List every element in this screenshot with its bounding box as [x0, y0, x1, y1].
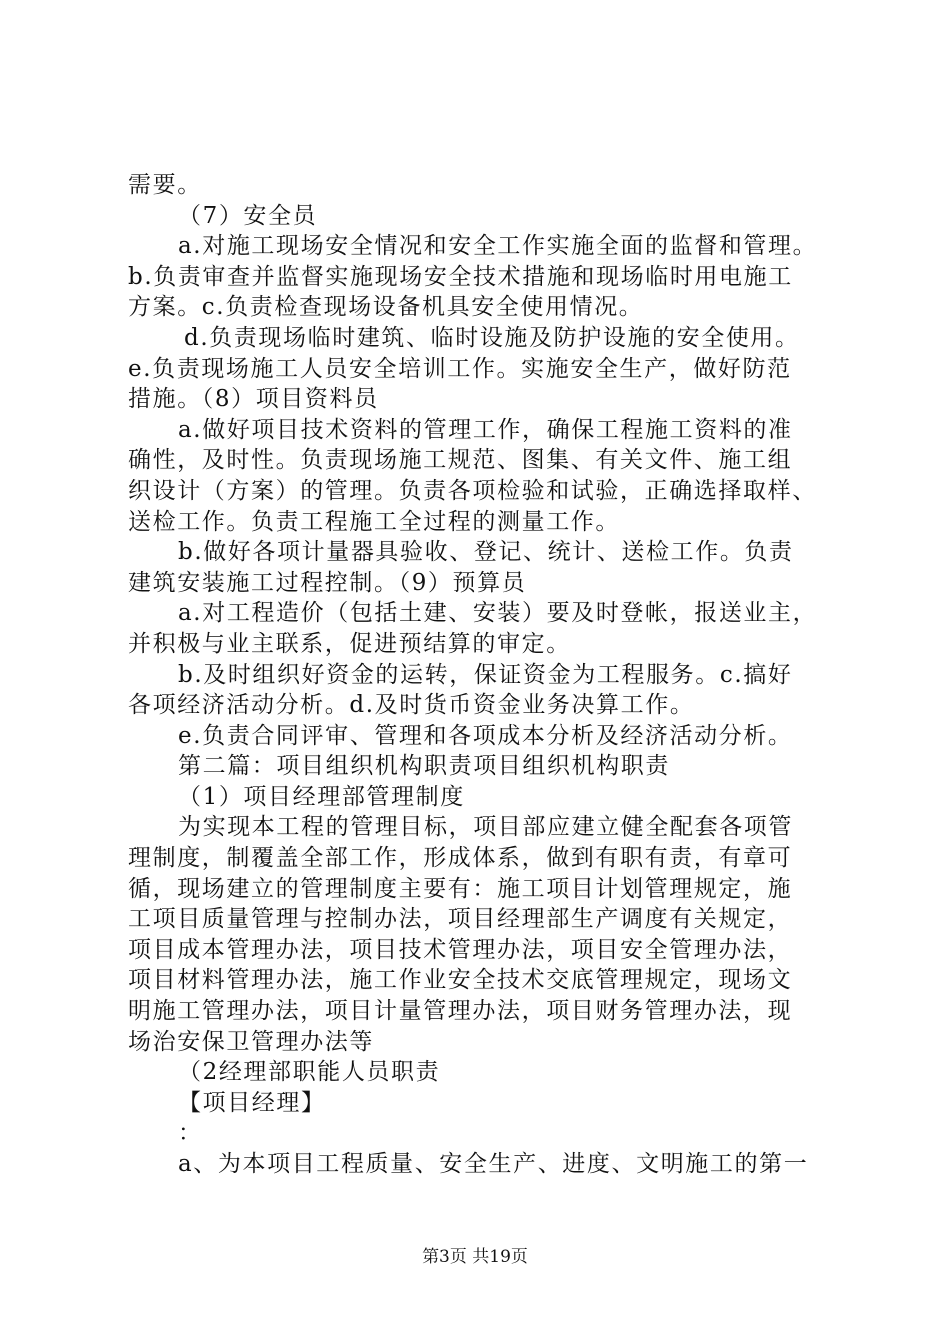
text-line: 送检工作。负责工程施工全过程的测量工作。 [128, 508, 620, 535]
text-line: 明施工管理办法，项目计量管理办法，项目财务管理办法，现 [128, 998, 793, 1025]
text-line: a.对工程造价（包括土建、安装）要及时登帐，报送业主， [178, 600, 818, 627]
text-line: a.对施工现场安全情况和安全工作实施全面的监督和管理。 [178, 233, 818, 260]
role-heading-project-manager: 【项目经理】 [178, 1089, 326, 1116]
section-heading-safety-officer: （7）安全员 [178, 202, 318, 229]
section-heading-management-system: （1）项目经理部管理制度 [178, 783, 465, 810]
text-line: 织设计（方案）的管理。负责各项检验和试验，正确选择取样、 [128, 477, 817, 504]
text-line: a.做好项目技术资料的管理工作，确保工程施工资料的准 [178, 416, 793, 443]
text-line: b.负责审查并监督实施现场安全技术措施和现场临时用电施工 [128, 263, 793, 290]
section-heading-staff-duties: （2经理部职能人员职责 [178, 1059, 441, 1086]
chapter-heading: 第二篇：项目组织机构职责项目组织机构职责 [178, 753, 670, 780]
text-line: 工项目质量管理与控制办法，项目经理部生产调度有关规定， [128, 906, 793, 933]
text-line: 各项经济活动分析。d.及时货币资金业务决算工作。 [128, 692, 695, 719]
text-line: 理制度，制覆盖全部工作，形成体系，做到有职有责，有章可 [128, 845, 793, 872]
text-line: 项目材料管理办法，施工作业安全技术交底管理规定，现场文 [128, 967, 793, 994]
text-line: 项目成本管理办法，项目技术管理办法，项目安全管理办法， [128, 936, 793, 963]
text-line: 循，现场建立的管理制度主要有：施工项目计划管理规定，施 [128, 875, 793, 902]
text-line: 需要。 [128, 172, 202, 198]
text-line: 为实现本工程的管理目标，项目部应建立健全配套各项管 [178, 814, 793, 841]
text-line: 措施。（8）项目资料员 [128, 386, 379, 413]
document-body [128, 170, 848, 1180]
text-line: e.负责现场施工人员安全培训工作。实施安全生产，做好防范 [128, 355, 792, 382]
text-line: 建筑安装施工过程控制。（9）预算员 [128, 569, 527, 596]
text-line: b.及时组织好资金的运转，保证资金为工程服务。c.搞好 [178, 661, 793, 688]
text-line: ： [178, 1120, 203, 1147]
text-line: e.负责合同评审、管理和各项成本分析及经济活动分析。 [178, 722, 793, 749]
text-line: 并积极与业主联系，促进预结算的审定。 [128, 630, 571, 657]
text-line: d.负责现场临时建筑、临时设施及防护设施的安全使用。 [184, 324, 800, 351]
text-line: a、为本项目工程质量、安全生产、进度、文明施工的第一 [178, 1151, 809, 1177]
text-line: b.做好各项计量器具验收、登记、统计、送检工作。负责 [178, 539, 794, 566]
page-number-footer: 第3页 共19页 [422, 1247, 528, 1267]
text-line: 场治安保卫管理办法等 [128, 1028, 374, 1055]
text-line: 方案。c.负责检查现场设备机具安全使用情况。 [128, 294, 644, 321]
text-line: 确性，及时性。负责现场施工规范、图集、有关文件、施工组 [128, 447, 793, 474]
